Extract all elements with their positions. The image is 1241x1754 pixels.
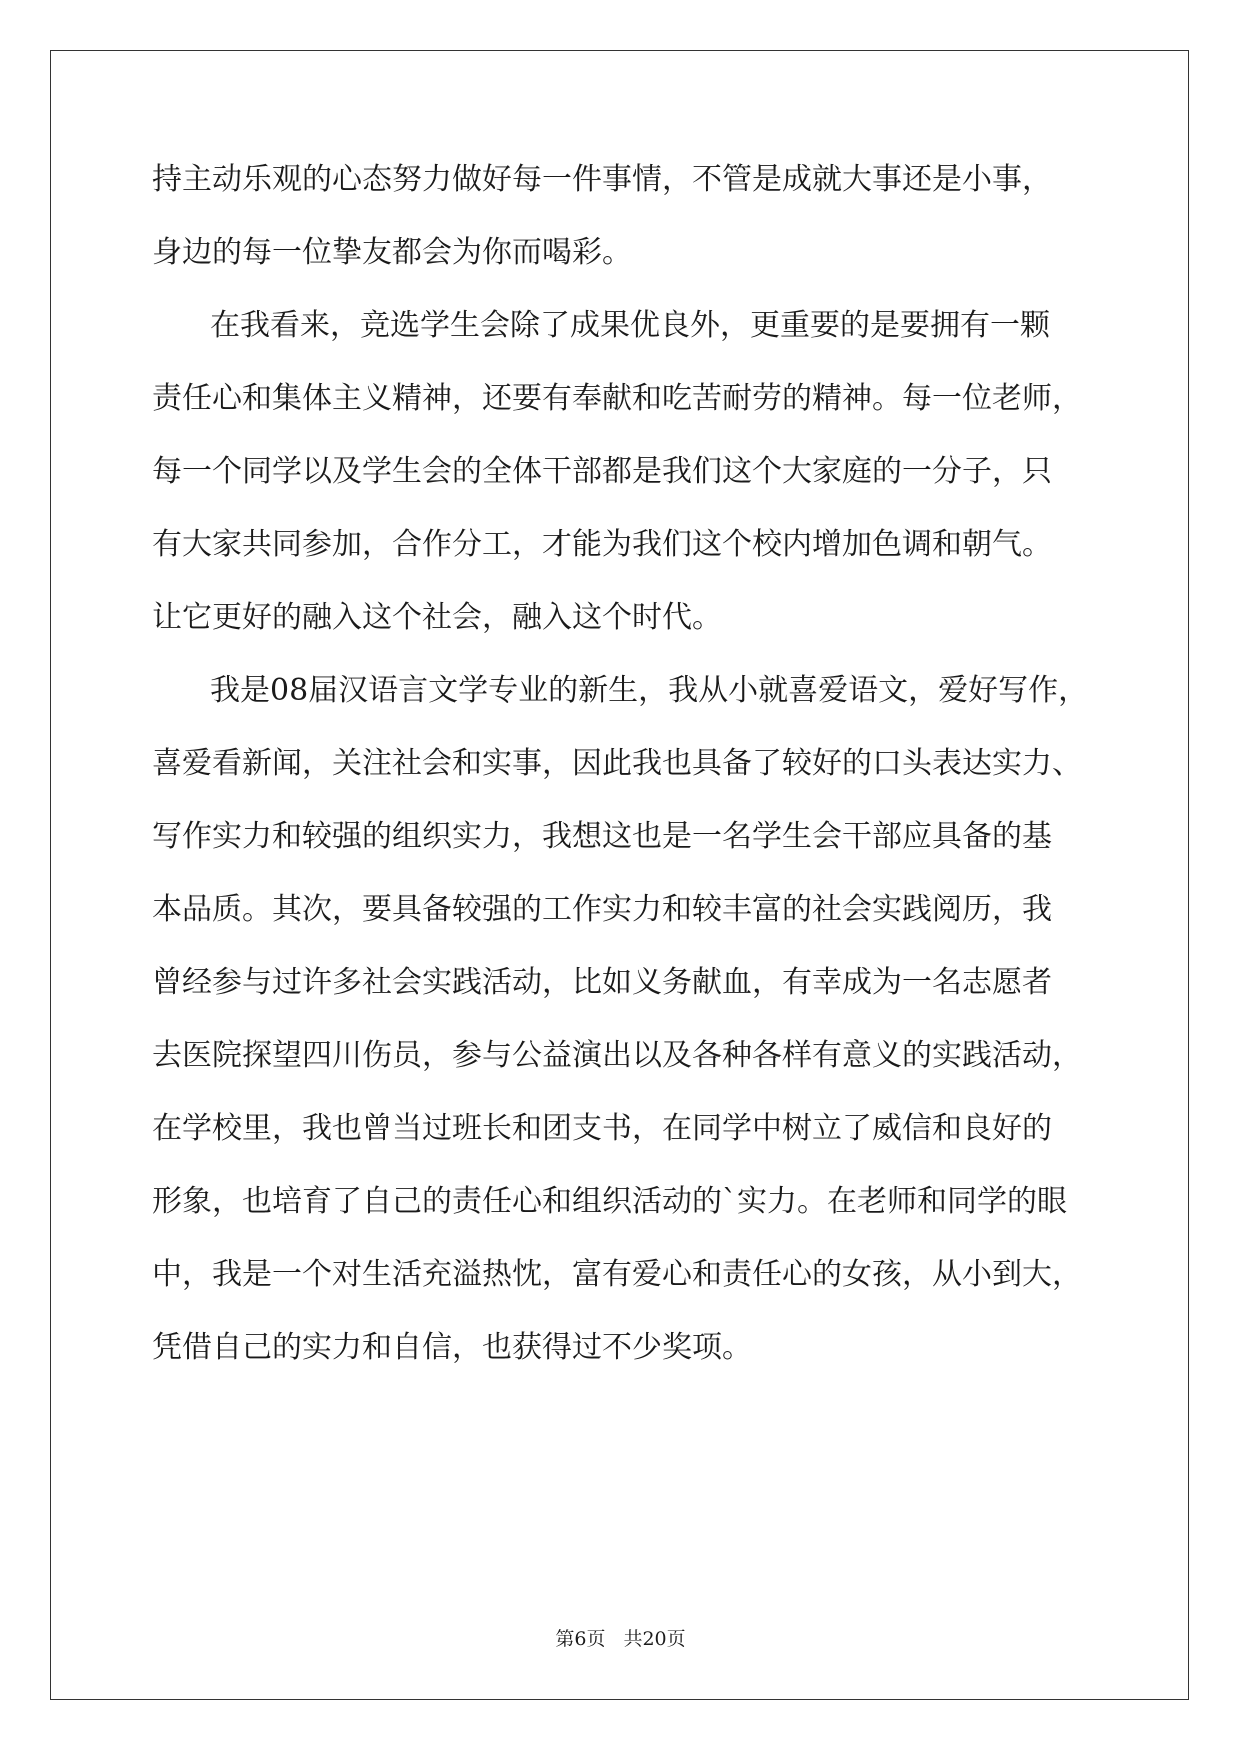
text-line: 凭借自己的实力和自信，也获得过不少奖项。 <box>152 1330 752 1365</box>
text-line: 持主动乐观的心态努力做好每一件事情，不管是成就大事还是小事， <box>152 162 1052 197</box>
paragraph-first-line: 我是08届汉语言文学专业的新生，我从小就喜爱语文，爱好写作， <box>210 673 1089 708</box>
text-line: 每一个同学以及学生会的全体干部都是我们这个大家庭的一分子，只 <box>152 454 1052 489</box>
text-line: 写作实力和较强的组织实力，我想这也是一名学生会干部应具备的基 <box>152 819 1052 854</box>
text-line: 身边的每一位挚友都会为你而喝彩。 <box>152 235 632 270</box>
page-border <box>50 50 1189 1700</box>
text-line: 在学校里，我也曾当过班长和团支书，在同学中树立了威信和良好的 <box>152 1111 1052 1146</box>
text-line: 让它更好的融入这个社会，融入这个时代。 <box>152 600 722 635</box>
text-line: 去医院探望四川伤员，参与公益演出以及各种各样有意义的实践活动， <box>152 1038 1082 1073</box>
text-line: 有大家共同参加，合作分工，才能为我们这个校内增加色调和朝气。 <box>152 527 1052 562</box>
page-number: 第6页 <box>555 1628 606 1650</box>
text-line: 本品质。其次，要具备较强的工作实力和较丰富的社会实践阅历，我 <box>152 892 1052 927</box>
text-line: 责任心和集体主义精神，还要有奉献和吃苦耐劳的精神。每一位老师， <box>152 381 1082 416</box>
paragraph-first-line: 在我看来，竞选学生会除了成果优良外，更重要的是要拥有一颗 <box>210 308 1050 343</box>
text-line: 曾经参与过许多社会实践活动，比如义务献血，有幸成为一名志愿者 <box>152 965 1052 1000</box>
page-total: 共20页 <box>623 1628 686 1650</box>
text-line: 中，我是一个对生活充溢热忱，富有爱心和责任心的女孩，从小到大， <box>152 1257 1082 1292</box>
text-line: 形象，也培育了自己的责任心和组织活动的`实力。在老师和同学的眼 <box>152 1184 1067 1219</box>
text-line: 喜爱看新闻，关注社会和实事，因此我也具备了较好的口头表达实力、 <box>152 746 1082 781</box>
page-footer <box>0 1626 1241 1652</box>
